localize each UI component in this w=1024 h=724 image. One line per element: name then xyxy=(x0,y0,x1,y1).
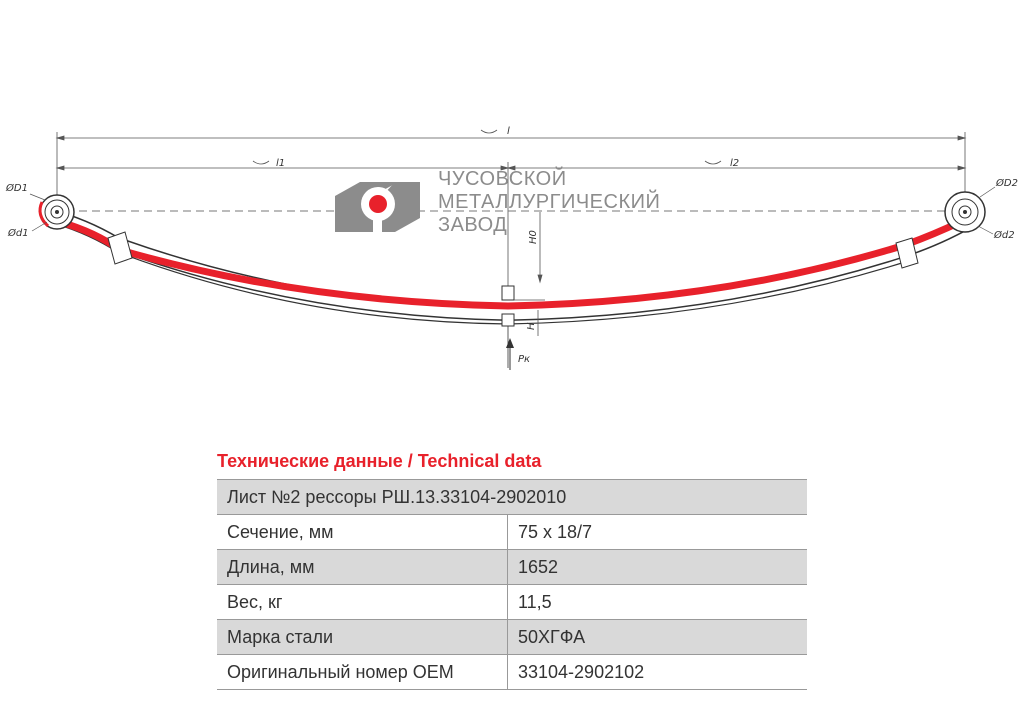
technical-data-table xyxy=(217,479,807,690)
row-label: Вес, кг xyxy=(217,585,508,620)
spring-eye-right xyxy=(945,192,985,232)
spring-clamp-left xyxy=(108,232,132,264)
label-d1-inner: Ød1 xyxy=(8,228,29,239)
table-row xyxy=(217,655,807,690)
company-logo-mark xyxy=(335,182,420,232)
label-h0: H0 xyxy=(528,230,539,244)
row-label: Длина, мм xyxy=(217,550,508,585)
row-label: Оригинальный номер OEM xyxy=(217,655,508,690)
logo-line-3: ЗАВОД xyxy=(438,214,508,236)
center-bolt xyxy=(502,286,514,368)
row-label: Сечение, мм xyxy=(217,515,508,550)
table-row xyxy=(217,515,807,550)
load-arrow xyxy=(506,338,514,370)
row-value: 33104-2902102 xyxy=(508,655,808,690)
label-d1-outer: ØD1 xyxy=(6,183,28,194)
label-l: l xyxy=(507,126,510,137)
label-l1: l1 xyxy=(276,158,286,169)
label-l2: l2 xyxy=(730,158,740,169)
company-logo-text xyxy=(438,168,660,237)
row-value: 1652 xyxy=(508,550,808,585)
technical-data-title: Технические данные / Technical data xyxy=(217,451,542,471)
table-row xyxy=(217,620,807,655)
row-value: 11,5 xyxy=(508,585,808,620)
table-row xyxy=(217,585,807,620)
label-pk: Pк xyxy=(518,354,531,365)
label-d2-outer: ØD2 xyxy=(996,178,1018,189)
table-header-row xyxy=(217,480,807,515)
logo-line-1: ЧУСОВСКОЙ xyxy=(438,168,567,190)
row-value: 75 x 18/7 xyxy=(508,515,808,550)
table-header: Лист №2 рессоры РШ.13.33104-2902010 xyxy=(217,480,807,515)
row-label: Марка стали xyxy=(217,620,508,655)
logo-line-2: МЕТАЛЛУРГИЧЕСКИЙ xyxy=(438,191,661,213)
row-value: 50ХГФА xyxy=(508,620,808,655)
label-d2-inner: Ød2 xyxy=(994,230,1015,241)
table-row xyxy=(217,550,807,585)
spring-eye-left xyxy=(40,195,74,229)
label-h: H xyxy=(526,322,537,330)
